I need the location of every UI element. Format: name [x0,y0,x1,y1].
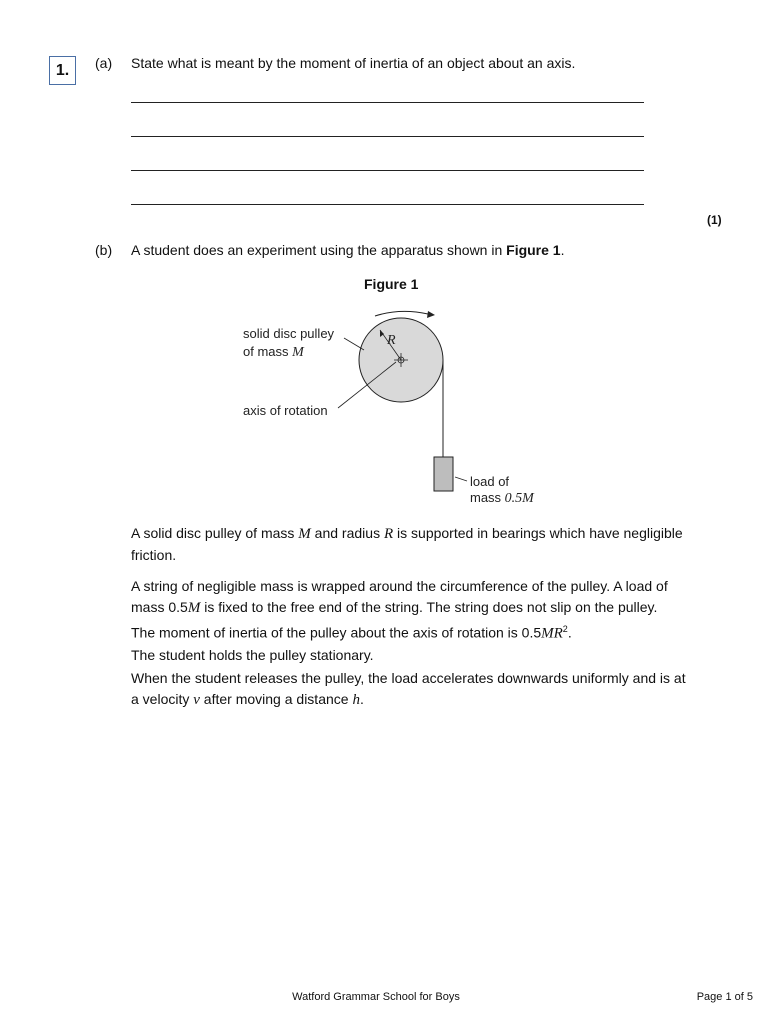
pulley-label-text: of mass [243,344,293,359]
load-mass-var: 0.5M [504,491,534,506]
answer-line[interactable] [131,204,644,205]
figure-reference: Figure 1 [506,242,561,258]
text-run: A solid disc pulley of mass [131,525,299,541]
answer-line[interactable] [131,136,644,137]
pulley-diagram [230,300,560,510]
var-velocity: v [193,692,200,708]
rotation-arrow [375,311,428,316]
radius-label: R [387,333,396,348]
text-run: after moving a distance [199,691,353,707]
pulley-label-line1: solid disc pulley [243,326,335,341]
paragraph-string-description [131,576,691,666]
pulley-leader-line [344,338,364,350]
text-run: . [359,691,364,707]
part-b-label: (b) [95,242,113,258]
load-label-line1: load of [470,474,510,489]
paragraph-pulley-description [131,523,691,566]
question-number: 1. [49,56,76,85]
footer-page-number: Page 1 of 5 [696,991,753,1003]
text-run: The moment of inertia of the pulley about the axis of rotation is 0.5 [131,624,542,641]
load-mass [434,457,453,491]
pulley-label-line2 [243,344,305,360]
part-b-intro [131,241,565,259]
load-label-text: mass [470,490,505,505]
marks-allocation: (1) [707,213,722,227]
text-run: The student holds the pulley stationary. [131,646,374,663]
var-mass: M [298,526,311,542]
arrowhead-icon [427,311,435,318]
part-b-intro-text: A student does an experiment using the apparatus shown in [131,242,507,258]
axis-label: axis of rotation [243,403,328,418]
part-b-intro-end: . [560,242,565,258]
part-a-label: (a) [95,55,113,71]
load-leader-line [455,477,467,481]
text-run: When the student releases the pulley, the load accelerates downwards uniformly and is at a velocity [131,670,686,707]
pulley-mass-var: M [292,345,304,360]
footer-school: Watford Grammar School for Boys [292,991,460,1003]
text-run: and radius [310,525,384,541]
var-distance: h [352,692,360,708]
var-mass: M [187,600,201,616]
answer-line[interactable] [131,102,644,103]
var-radius: R [383,526,394,542]
answer-line[interactable] [131,170,644,171]
var-moment: MR [541,625,563,642]
part-a-question: State what is meant by the moment of inertia of an object about an axis. [131,55,576,71]
superscript: 2 [562,624,568,634]
text-run: is supported in bearings which have negligible friction. [131,525,683,563]
figure-title: Figure 1 [364,276,419,292]
paragraph-release-description [131,668,691,711]
load-label-line2 [470,490,535,506]
text-run: is fixed to the free end of the string. The string does not slip on the pulley. [200,599,658,615]
text-run: A string of negligible mass is wrapped around the circumference of the pulley. A load of mass 0.5 [131,578,668,615]
text-run: . [567,624,572,641]
